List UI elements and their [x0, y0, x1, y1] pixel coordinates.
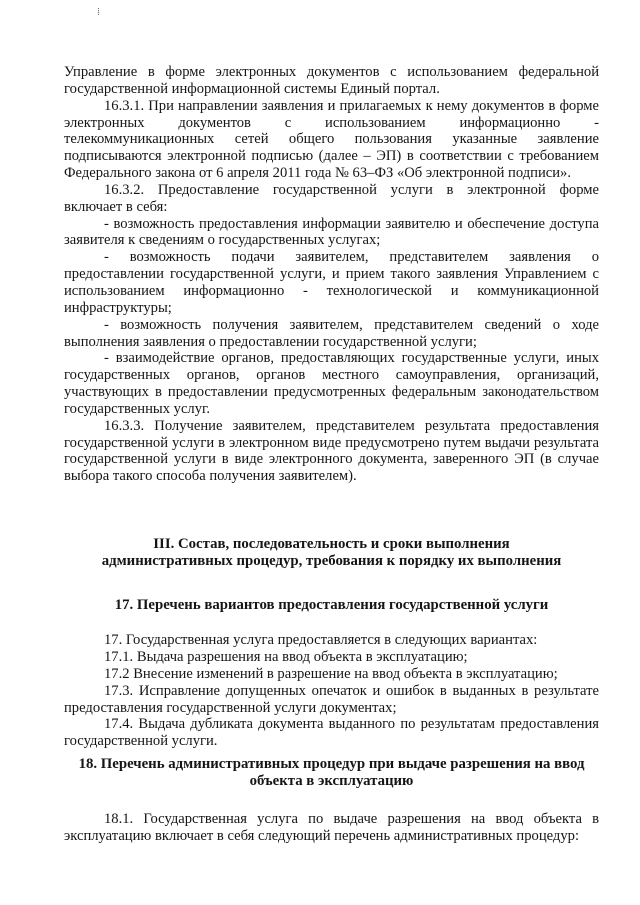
paragraph-16-3-1: 16.3.1. При направлении заявления и прилагаемых к нему документов в форме электронных документов с использованием информационно - телекоммуникационных сетей общего пользования указанные заявление подписываются электронной подписью (далее – ЭП) в соответствии с требованием Федерального закона от 6 апреля 2011 года № 63–ФЗ «Об электронной подписи».: [64, 97, 599, 182]
paragraph-17: 17. Государственная услуга предоставляется в следующих вариантах:: [104, 632, 538, 649]
list-item-status-tracking: - возможность получения заявителем, представителем сведений о ходе выполнения заявления о предоставлении государственной услуги;: [64, 316, 599, 350]
heading-18-line2: объекта в эксплуатацию: [249, 773, 414, 790]
list-item-information-access: - возможность предоставления информации заявителю и обеспечение доступа заявителя к сведениям о государственных услугах;: [64, 215, 599, 249]
paragraph-17-3: 17.3. Исправление допущенных опечаток и ошибок в выданных в результате предоставления государственной услуги документах;: [64, 682, 599, 716]
paragraph-16-3-tail: Управление в форме электронных документов с использованием федеральной государственной информационной системы Единый портал.: [64, 64, 599, 97]
section-3-heading-line1: III. Состав, последовательность и сроки выполнения: [153, 536, 510, 552]
scan-mark: ⁞: [97, 6, 101, 18]
section-3-heading-line2: административных процедур, требования к порядку их выполнения: [101, 553, 562, 570]
paragraph-17-1: 17.1. Выдача разрешения на ввод объекта в эксплуатацию;: [104, 649, 468, 666]
heading-18-line1: 18. Перечень административных процедур при выдаче разрешения на ввод: [78, 756, 585, 772]
paragraph-16-3-3: 16.3.3. Получение заявителем, представителем результата предоставления государственной услуги в электронном виде предусмотрено путем выдачи результата государственной услуги в виде электронного документа, заверенного ЭП (в случае выбора такого способа получения заявителем).: [64, 417, 599, 485]
paragraph-17-2: 17.2 Внесение изменений в разрешение на ввод объекта в эксплуатацию;: [104, 665, 558, 682]
section-18-block: [64, 756, 599, 845]
text-block-16-3: [64, 64, 599, 485]
paragraph-16-3-2: 16.3.2. Предоставление государственной услуги в электронной форме включает в себя:: [64, 181, 599, 215]
paragraph-18-1: 18.1. Государственная услуга по выдаче разрешения на ввод объекта в эксплуатацию включает в себя следующий перечень административных процедур:: [64, 810, 599, 844]
heading-17: 17. Перечень вариантов предоставления государственной услуги: [114, 596, 549, 613]
section-3-block: [64, 536, 599, 750]
list-item-interagency-cooperation: - взаимодействие органов, предоставляющих государственные услуги, иных государственных органов, органов местного самоуправления, организаций, участвующих в предоставлении предусмотренных федеральным законодательством государственных услуг.: [64, 350, 599, 417]
paragraph-17-4: 17.4. Выдача дубликата документа выданного по результатам предоставления государственной услуги.: [64, 716, 599, 750]
list-item-application-submission: - возможность подачи заявителем, представителем заявления о предоставлении государственной услуги, и прием такого заявления Управлением с использованием информационно - технологической и коммуникационной инфраструктуры;: [64, 249, 599, 316]
